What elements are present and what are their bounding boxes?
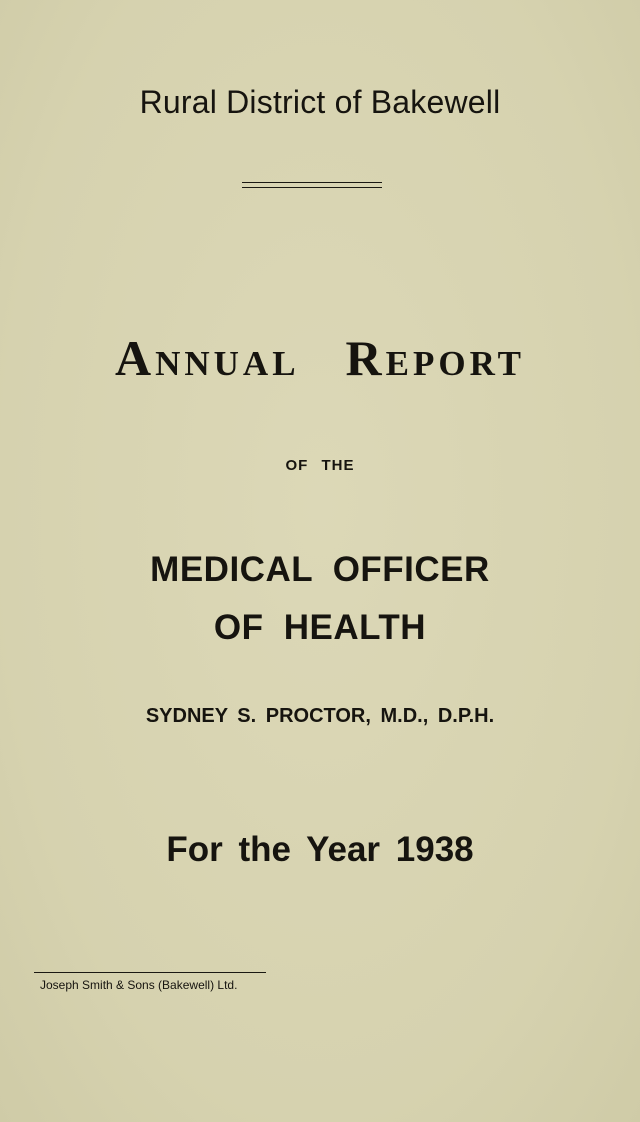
of-health-heading: OF HEALTH xyxy=(213,608,427,647)
report-title xyxy=(0,326,640,390)
report-title-word-report: Report xyxy=(345,330,525,386)
district-heading: Rural District of Bakewell xyxy=(139,84,501,120)
double-rule-divider xyxy=(242,182,382,188)
report-title-word-annual: Annual xyxy=(114,330,300,386)
printer-rule-divider xyxy=(34,972,266,973)
of-the-connector: OF THE xyxy=(285,457,355,474)
report-year: For the Year 1938 xyxy=(166,830,474,869)
officer-name: SYDNEY S. PROCTOR, M.D., D.P.H. xyxy=(145,705,495,727)
printer-imprint: Joseph Smith & Sons (Bakewell) Ltd. xyxy=(40,978,238,992)
medical-officer-heading: MEDICAL OFFICER xyxy=(150,550,490,589)
